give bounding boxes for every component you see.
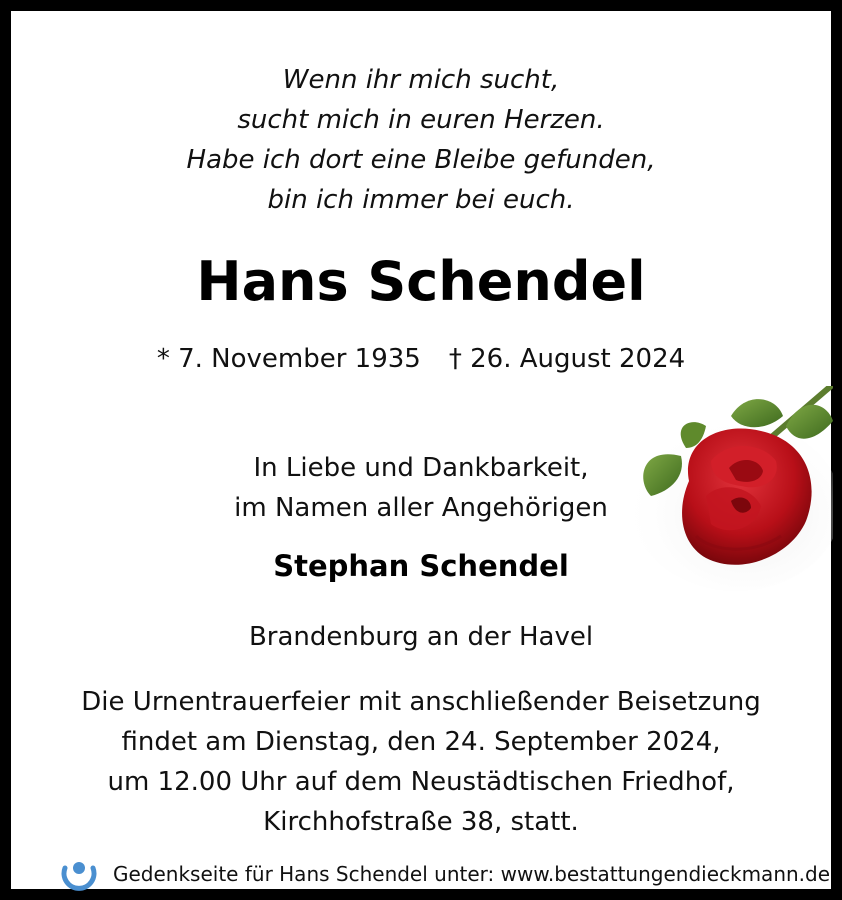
signer-name: Stephan Schendel bbox=[273, 549, 569, 583]
death-date: † 26. August 2024 bbox=[448, 344, 686, 374]
dedication-line: im Namen aller Angehörigen bbox=[234, 493, 608, 523]
poem-line: Wenn ihr mich sucht, bbox=[282, 65, 560, 95]
deceased-name: Hans Schendel bbox=[196, 250, 646, 313]
ceremony-line: um 12.00 Uhr auf dem Neustädtischen Friedhof, bbox=[107, 767, 735, 797]
memorial-page-footer bbox=[59, 854, 830, 894]
ceremony-line: Die Urnentrauerfeier mit anschließender Beisetzung bbox=[81, 687, 761, 717]
life-dates bbox=[11, 341, 831, 377]
poem-line: Habe ich dort eine Bleibe gefunden, bbox=[186, 145, 656, 175]
birth-date: * 7. November 1935 bbox=[156, 344, 421, 374]
poem-line: sucht mich in euren Herzen. bbox=[237, 105, 605, 135]
poem-line: bin ich immer bei euch. bbox=[267, 185, 575, 215]
poem bbox=[11, 60, 831, 220]
memorial-logo-icon bbox=[59, 854, 99, 894]
signer-place: Brandenburg an der Havel bbox=[248, 622, 594, 652]
ceremony-line: Kirchhofstraße 38, statt. bbox=[263, 807, 579, 837]
memorial-page-link[interactable]: Gedenkseite für Hans Schendel unter: www.bestattungendieckmann.de bbox=[113, 862, 831, 886]
ceremony-line: findet am Dienstag, den 24. September 2024, bbox=[121, 727, 721, 757]
ceremony-details bbox=[11, 682, 831, 842]
dedication-line: In Liebe und Dankbarkeit, bbox=[253, 453, 589, 483]
dedication bbox=[11, 448, 831, 528]
